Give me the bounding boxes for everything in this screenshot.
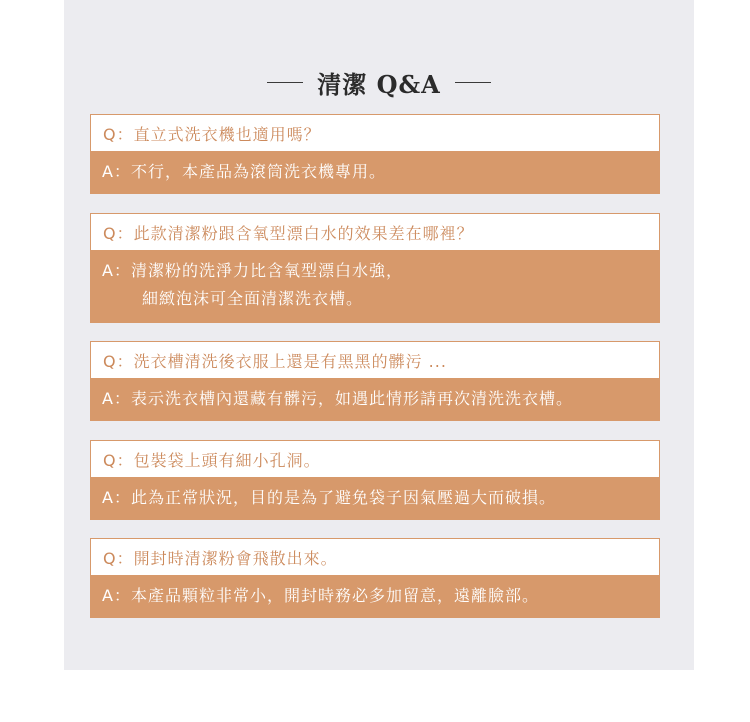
qa-item-3	[90, 341, 660, 421]
answer-5-line-1: A：本產品顆粒非常小，開封時務必多加留意，遠離臉部。	[102, 586, 539, 605]
answer-4-line-1: A：此為正常狀況，目的是為了避免袋子因氣壓過大而破損。	[102, 488, 556, 507]
answer-5	[90, 576, 660, 618]
answer-2-line-2: 細緻泡沫可全面清潔洗衣槽。	[142, 289, 364, 308]
qa-item-2	[90, 213, 660, 323]
title-divider-right	[455, 82, 491, 83]
question-5: Q：開封時清潔粉會飛散出來。	[90, 538, 660, 576]
answer-3	[90, 379, 660, 421]
question-4: Q：包裝袋上頭有細小孔洞。	[90, 440, 660, 478]
answer-3-line-1: A：表示洗衣槽內還藏有髒污，如遇此情形請再次清洗洗衣槽。	[102, 389, 573, 408]
answer-1-line-1: A：不行，本產品為滾筒洗衣機專用。	[102, 162, 386, 181]
question-3: Q：洗衣槽清洗後衣服上還是有黑黑的髒污 ...	[90, 341, 660, 379]
answer-4	[90, 478, 660, 520]
qa-item-5	[90, 538, 660, 618]
question-2: Q：此款清潔粉跟含氧型漂白水的效果差在哪裡？	[90, 213, 660, 251]
title-row	[64, 62, 694, 102]
answer-2-line-1: A：清潔粉的洗淨力比含氧型漂白水強，	[102, 261, 403, 280]
qa-panel	[64, 0, 694, 670]
answer-1	[90, 152, 660, 194]
qa-item-1	[90, 114, 660, 194]
answer-2	[90, 251, 660, 323]
page-title: 清潔 Q&A	[317, 69, 441, 99]
question-1: Q：直立式洗衣機也適用嗎？	[90, 114, 660, 152]
title-divider-left	[267, 82, 303, 83]
qa-item-4	[90, 440, 660, 520]
